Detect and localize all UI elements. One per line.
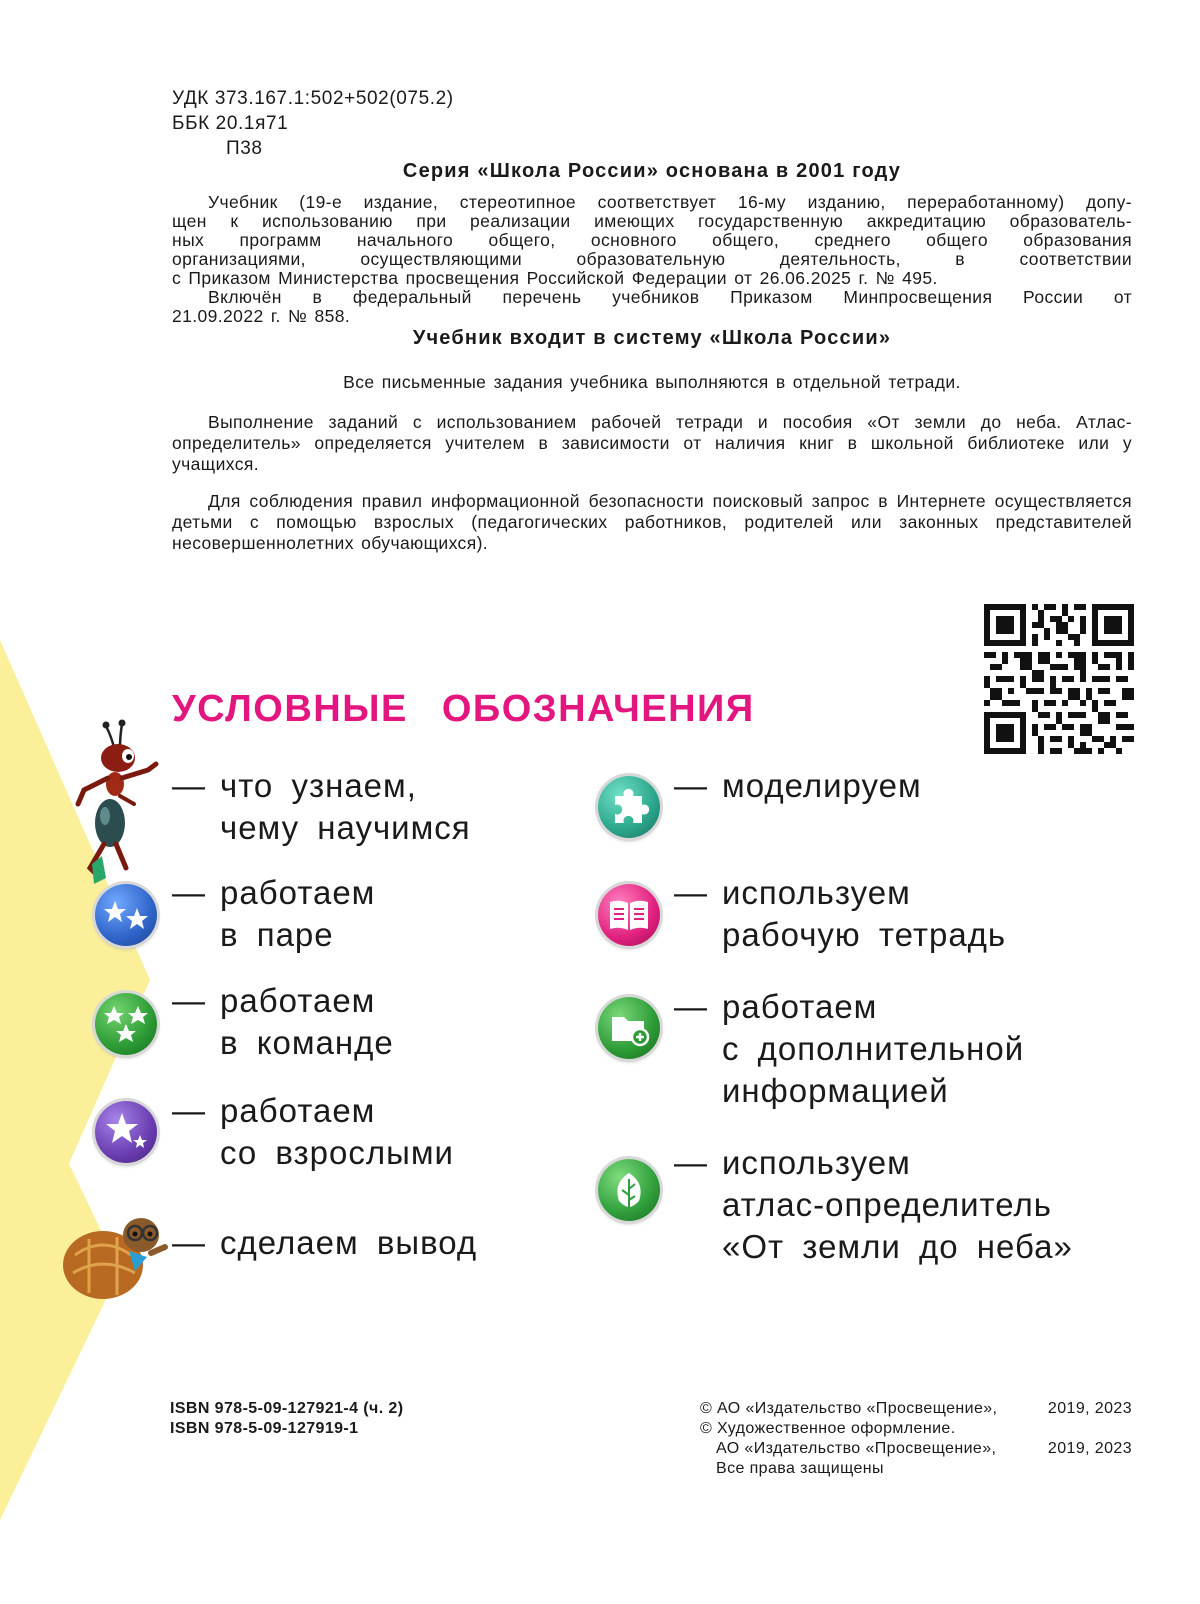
legend-item-learn xyxy=(172,765,471,849)
ant-mascot-icon xyxy=(60,718,170,888)
legend-text-line: чему научимся xyxy=(220,809,471,846)
legend-dash: — xyxy=(674,1144,708,1181)
legend-text-line: работаем xyxy=(220,874,376,911)
legend-text-line: что узнаем, xyxy=(220,767,417,804)
approval-line: Включён в федеральный перечень учебников Приказом Минпросвещения России от xyxy=(208,287,1132,307)
legend-text-line: со взрослыми xyxy=(220,1134,454,1171)
legend-text-line: атлас-определитель xyxy=(722,1186,1052,1223)
legend-text-line: «От земли до неба» xyxy=(722,1228,1073,1265)
legend-text-line: сделаем вывод xyxy=(220,1224,478,1261)
legend-text-line: с дополнительной xyxy=(722,1030,1025,1067)
extra-info-folder-icon xyxy=(598,997,660,1059)
legend-dash: — xyxy=(172,1092,206,1129)
note-internet-safety xyxy=(172,491,1132,554)
legend-text-line: работаем xyxy=(220,982,376,1019)
qr-code[interactable] xyxy=(984,604,1134,754)
legend-text-line: в паре xyxy=(220,916,334,953)
legend-item-pair xyxy=(172,872,375,956)
legend-dash: — xyxy=(674,988,708,1025)
team-work-icon xyxy=(95,993,157,1055)
legend-text-line: информацией xyxy=(722,1072,949,1109)
turtle-mascot-icon xyxy=(55,1205,170,1305)
approval-line: Учебник (19-е издание, стереотипное соответствует 16-му изданию, переработанному) допу- xyxy=(208,192,1132,212)
note-workbook-text: Выполнение заданий с использованием рабочей тетради и пособия «От земли до неба. Атлас-определитель» определяется учителем в зависимости от наличия книг в школьной библиотеке или у учащихся. xyxy=(172,412,1132,474)
legend-item-extra xyxy=(674,986,1024,1112)
legend-text-line: работаем xyxy=(220,1092,376,1129)
legend-item-model xyxy=(674,765,922,807)
legend-text-line: используем xyxy=(722,874,911,911)
pair-work-icon xyxy=(95,884,157,946)
legend-title: УСЛОВНЫЕ ОБОЗНАЧЕНИЯ xyxy=(172,688,755,730)
note-written-tasks: Все письменные задания учебника выполняются в отдельной тетради. xyxy=(343,372,961,392)
copyright-years: 2019, 2023 xyxy=(1047,1400,1132,1417)
bbk-line: ББК 20.1я71 xyxy=(172,113,289,134)
copyright-art: © Художественное оформление. xyxy=(700,1420,956,1437)
udk-line: УДК 373.167.1:502+502(075.2) xyxy=(172,88,454,109)
approval-line: 21.09.2022 г. № 858. xyxy=(172,306,351,326)
legend-dash: — xyxy=(172,874,206,911)
approval-line: щен к использованию при реализации имеющих государственную аккредитацию образователь- xyxy=(172,211,1132,231)
all-rights-reserved: Все права защищены xyxy=(716,1460,884,1477)
legend-dash: — xyxy=(172,767,206,804)
author-code: П38 xyxy=(226,138,263,159)
series-heading: Серия «Школа России» основана в 2001 году xyxy=(402,160,902,182)
approval-line: с Приказом Министерства просвещения Российской Федерации от 26.06.2025 г. № 495. xyxy=(172,268,938,288)
legend-text-line: используем xyxy=(722,1144,911,1181)
legend-item-atlas xyxy=(674,1142,1073,1268)
legend-item-adults xyxy=(172,1090,454,1174)
leaf-atlas-icon xyxy=(598,1159,660,1221)
puzzle-icon xyxy=(598,776,660,838)
legend-dash: — xyxy=(674,767,708,804)
copyright-publisher: © АО «Издательство «Просвещение», xyxy=(700,1400,998,1417)
approval-paragraph xyxy=(172,193,1132,326)
copyright-art-years: 2019, 2023 xyxy=(1047,1440,1132,1457)
legend-item-workbook xyxy=(674,872,1006,956)
copyright-block xyxy=(700,1399,1132,1479)
legend-dash: — xyxy=(674,874,708,911)
isbn-part-2: ISBN 978-5-09-127921-4 (ч. 2) xyxy=(170,1400,404,1417)
legend-text-line: работаем xyxy=(722,988,878,1025)
note-internet-safety-text: Для соблюдения правил информационной безопасности поисковый запрос в Интернете осуществляется детьми с помощью взрослых (педагогических работников, родителей или законных представителей несовершеннолетних обучающихся). xyxy=(172,491,1132,553)
workbook-icon xyxy=(598,884,660,946)
legend-text-line: моделируем xyxy=(722,767,922,804)
legend-item-conclusion xyxy=(172,1222,477,1264)
approval-line: ных программ начального общего, основного общего, среднего общего образования xyxy=(172,230,1132,250)
legend-text-line: в команде xyxy=(220,1024,394,1061)
legend-dash: — xyxy=(172,1224,206,1261)
approval-line: организациями, осуществляющими образовательную деятельность, в соответствии xyxy=(172,249,1132,269)
legend-text-line: рабочую тетрадь xyxy=(722,916,1007,953)
note-workbook xyxy=(172,412,1132,475)
legend-item-team xyxy=(172,980,394,1064)
system-heading: Учебник входит в систему «Школа России» xyxy=(412,327,892,349)
copyright-art-publisher: АО «Издательство «Просвещение», xyxy=(716,1440,997,1457)
isbn-set: ISBN 978-5-09-127919-1 xyxy=(170,1420,359,1437)
isbn-block xyxy=(170,1399,403,1439)
legend-dash: — xyxy=(172,982,206,1019)
adults-work-icon xyxy=(95,1101,157,1163)
